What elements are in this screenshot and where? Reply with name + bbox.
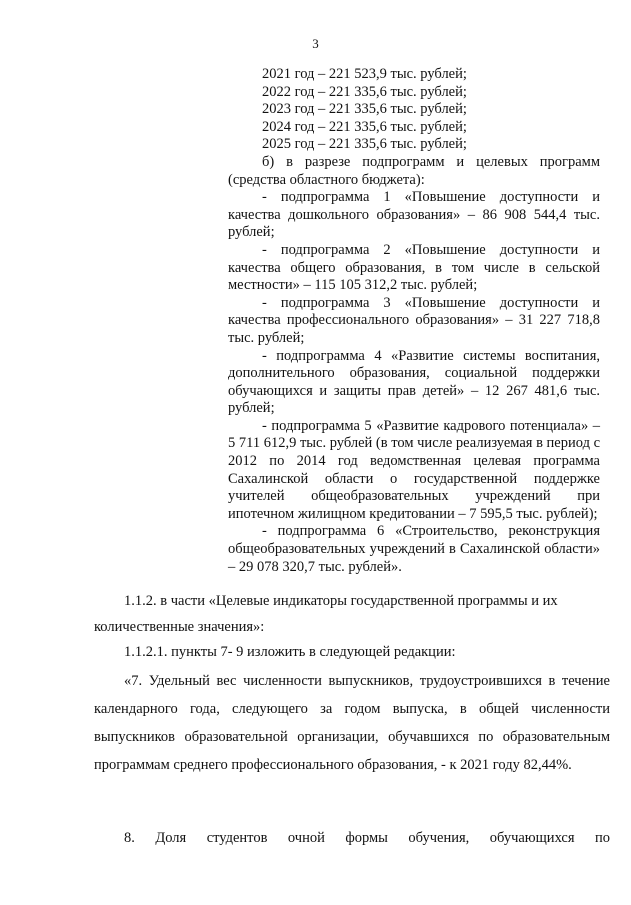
year-line: 2022 год – 221 335,6 тыс. рублей; [262, 83, 467, 100]
point-7 [94, 667, 610, 779]
year-line: 2024 год – 221 335,6 тыс. рублей; [262, 118, 467, 135]
page-number: 3 [312, 36, 319, 51]
subprogram-item: - подпрограмма 6 «Строительство, реконструкция общеобразовательных учреждений в Сахалинской области» – 29 078 320,7 тыс. рублей». [228, 523, 600, 575]
subprogram-item: - подпрограмма 4 «Развитие системы воспитания, дополнительного образования, социальной поддержки обучающихся и защиты прав детей» – 12 267 481,6 тыс. рублей; [228, 347, 600, 417]
section-b-heading: б) в разрезе подпрограмм и целевых программ (средства областного бюджета): [228, 153, 600, 188]
subprogram-item: - подпрограмма 1 «Повышение доступности и качества дошкольного образования» – 86 908 544,4 тыс. рублей; [228, 189, 600, 241]
clause-1-1-2-line1: 1.1.2. в части «Целевые индикаторы государственной программы и их [124, 593, 558, 609]
clause-1-1-2-line2: количественные значения»: [94, 619, 265, 635]
yearly-funding-list [228, 66, 600, 154]
year-line: 2023 год – 221 335,6 тыс. рублей; [262, 101, 467, 118]
subprogram-item: - подпрограмма 2 «Повышение доступности и качества общего образования, в том числе в сельской местности» – 115 105 312,2 тыс. рублей; [228, 241, 600, 294]
subprogram-item: - подпрограмма 5 «Развитие кадрового потенциала» – 5 711 612,9 тыс. рублей (в том числе реализуемая в период с 2012 по 2014 год ведомственная целевая программа Сахалинской области о государственной поддержке учителей общеобразовательных учреждений при ипотечном жилищном кредитовании – 7 595,5 тыс. рублей); [228, 417, 601, 522]
year-line: 2025 год – 221 335,6 тыс. рублей; [262, 136, 467, 153]
point-7-text: «7. Удельный вес численности выпускников, трудоустроившихся в течение календарного года, следующего за годом выпуска, в общей численности выпускников образовательной организации, обучавшихся по образовательным программам среднего профессионального образования, - к 2021 году 82,44%. [94, 673, 610, 773]
subprogram-item: - подпрограмма 3 «Повышение доступности и качества профессионального образования» – 31 227 718,8 тыс. рублей; [228, 294, 600, 346]
point-8: 8. Доля студентов очной формы обучения, обучающихся по [124, 830, 610, 846]
funding-block [228, 66, 600, 576]
clause-1-1-2-1: 1.1.2.1. пункты 7- 9 изложить в следующей редакции: [124, 644, 456, 660]
year-line: 2021 год – 221 523,9 тыс. рублей; [262, 66, 467, 82]
clause-1-1-2 [94, 593, 610, 636]
